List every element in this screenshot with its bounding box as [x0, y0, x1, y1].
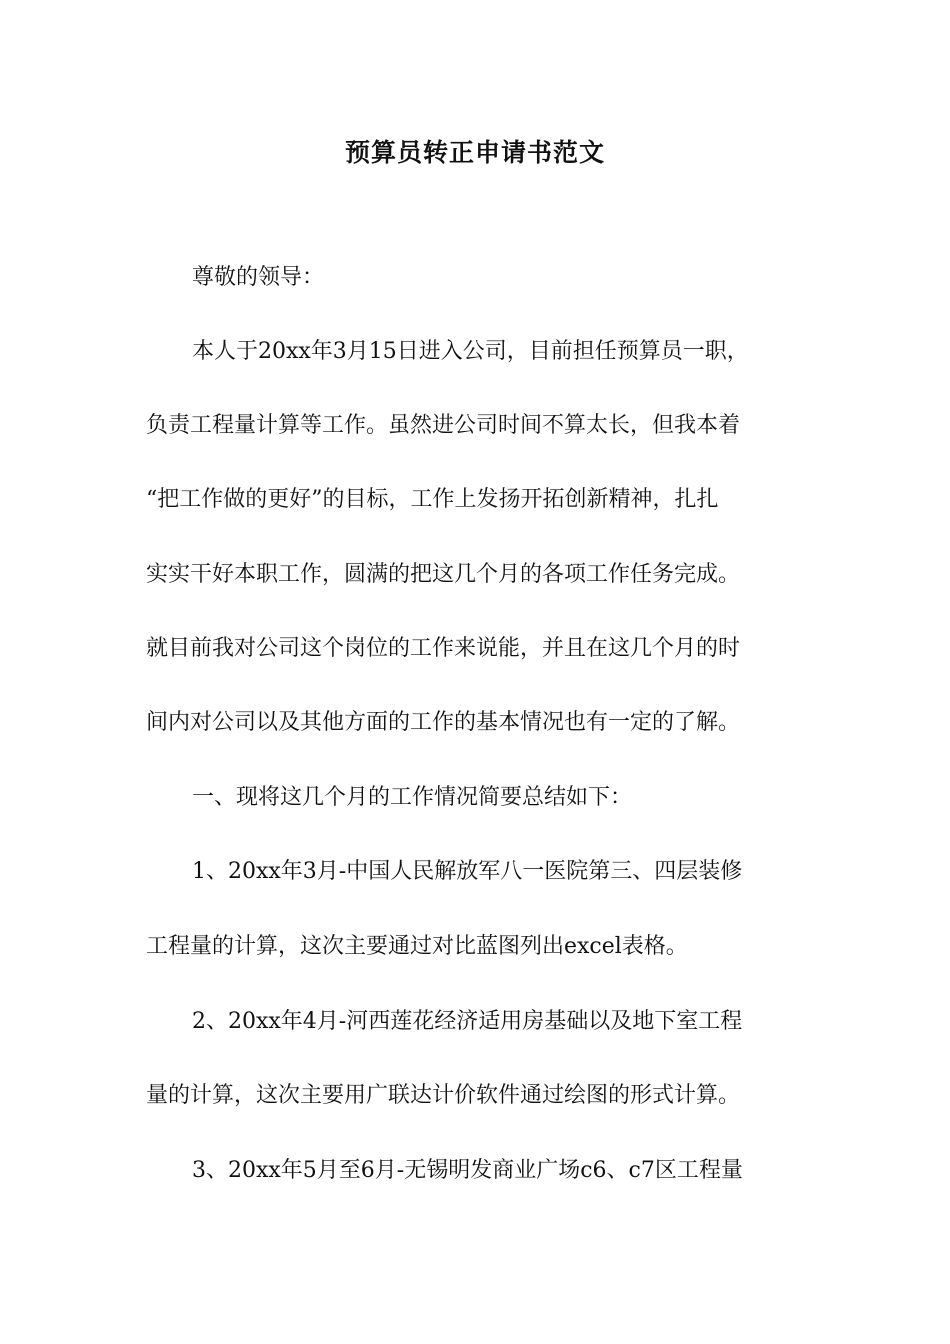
list-item: 1、20xx年3月-中国人民解放军八一医院第三、四层装修: [192, 859, 743, 884]
section-heading: 一、现将这几个月的工作情况简要总结如下：: [192, 785, 633, 810]
list-item-continuation: 量的计算，这次主要用广联达计价软件通过绘图的形式计算。: [146, 1083, 741, 1108]
list-item: 2、20xx年4月-河西莲花经济适用房基础以及地下室工程: [192, 1009, 743, 1034]
body-line: 实实干好本职工作，圆满的把这几个月的各项工作任务完成。: [146, 562, 741, 587]
list-item-continuation: 工程量的计算，这次主要通过对比蓝图列出excel表格。: [146, 934, 688, 959]
list-item: 3、20xx年5月至6月-无锡明发商业广场c6、c7区工程量: [192, 1158, 743, 1183]
body-line: “把工作做的更好”的目标，工作上发扬开拓创新精神，扎扎: [146, 487, 719, 512]
body-line: 就目前我对公司这个岗位的工作来说能，并且在这几个月的时: [146, 636, 741, 661]
salutation: 尊敬的领导：: [192, 265, 325, 290]
body-line: 间内对公司以及其他方面的工作的基本情况也有一定的了解。: [146, 710, 741, 735]
body-line: 负责工程量计算等工作。虽然进公司时间不算太长，但我本着: [146, 413, 741, 438]
document-title: 预算员转正申请书范文: [344, 138, 605, 167]
body-line: 本人于20xx年3月15日进入公司，目前担任预算员一职，: [192, 339, 749, 364]
